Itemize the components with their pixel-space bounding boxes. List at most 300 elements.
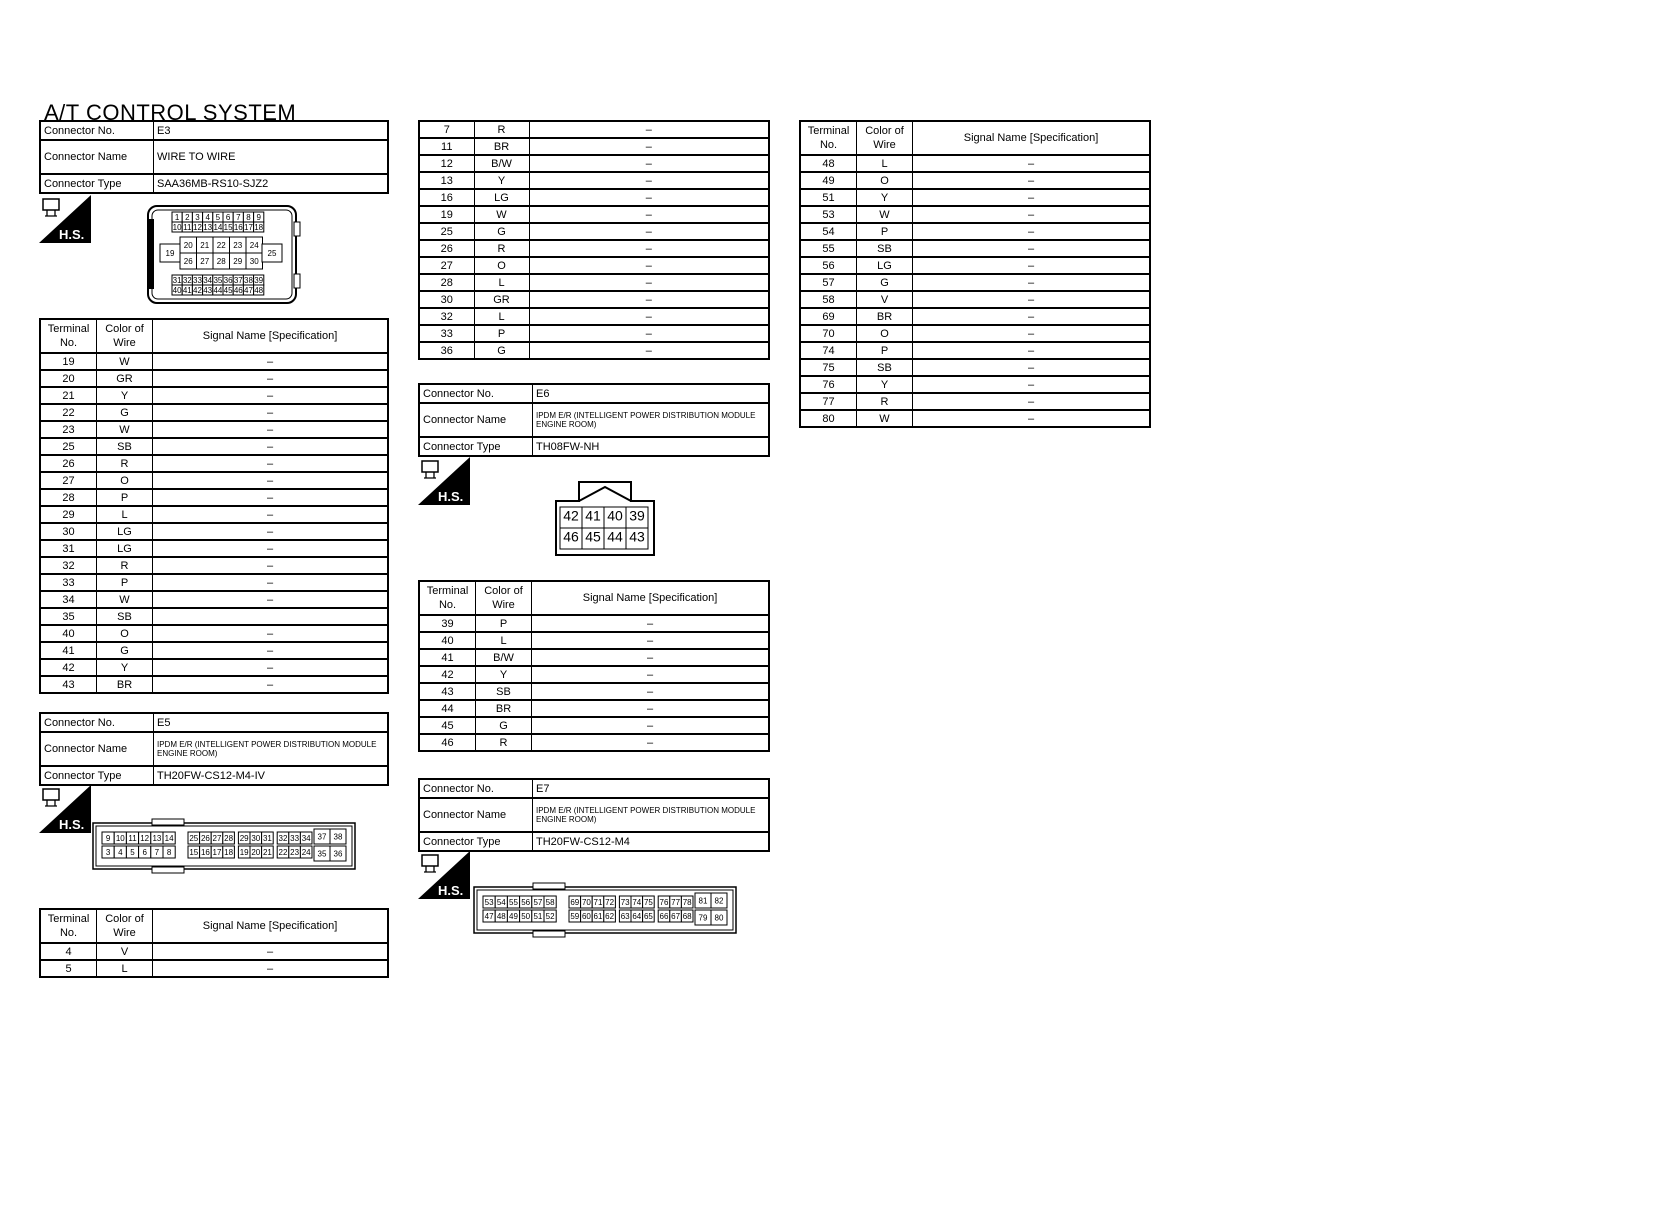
- terminal-no-cell: 45: [419, 717, 476, 734]
- pin-number: 58: [545, 898, 555, 907]
- wire-color-cell: BR: [474, 138, 529, 155]
- table-row: [419, 257, 769, 274]
- pin-number: 9: [105, 834, 111, 843]
- pin-number: 25: [189, 834, 199, 843]
- hs-badge-icon: [39, 195, 91, 243]
- signal-name-cell: –: [153, 591, 389, 608]
- pin-number: 82: [714, 896, 724, 906]
- pin-number: 42: [193, 286, 202, 295]
- pin-number: 59: [570, 912, 580, 921]
- pin-number: 32: [278, 834, 288, 843]
- signal-name-cell: –: [532, 734, 770, 751]
- wire-color-cell: P: [474, 325, 529, 342]
- signal-name-cell: –: [532, 683, 770, 700]
- e6-connector-no: E6: [533, 384, 770, 403]
- label-connector-no: Connector No.: [419, 779, 533, 798]
- pin-number: 37: [233, 276, 243, 285]
- table-row: [40, 506, 388, 523]
- pin-number: 17: [212, 848, 222, 857]
- pin-number: 45: [585, 528, 601, 545]
- table-row: [40, 943, 388, 960]
- wire-color-cell: G: [474, 342, 529, 359]
- table-row: [800, 376, 1150, 393]
- signal-name-cell: –: [153, 506, 389, 523]
- pin-number: 37: [317, 832, 327, 842]
- e3-terminal-table: [39, 318, 389, 694]
- label-connector-name: Connector Name: [419, 403, 533, 437]
- terminal-no-cell: 20: [40, 370, 97, 387]
- table-row: [40, 489, 388, 506]
- col-signal-name: Signal Name [Specification]: [153, 319, 389, 353]
- signal-name-cell: –: [529, 240, 769, 257]
- pin-number: 43: [203, 286, 213, 295]
- table-row: [419, 717, 769, 734]
- wire-color-cell: G: [476, 717, 532, 734]
- pin-number: 50: [521, 912, 531, 921]
- table-row: [419, 240, 769, 257]
- terminal-no-cell: 21: [40, 387, 97, 404]
- e3-connector-type: SAA36MB-RS10-SJZ2: [154, 174, 389, 193]
- table-row: [40, 523, 388, 540]
- terminal-no-cell: 42: [40, 659, 97, 676]
- wire-color-cell: SB: [476, 683, 532, 700]
- table-row: [40, 676, 388, 693]
- table-row: [40, 370, 388, 387]
- table-row: [800, 172, 1150, 189]
- signal-name-cell: –: [913, 172, 1151, 189]
- pin-number: 43: [629, 528, 645, 545]
- wire-color-cell: LG: [474, 189, 529, 206]
- e7-terminal-table: [799, 120, 1151, 428]
- terminal-no-cell: 70: [800, 325, 857, 342]
- signal-name-cell: –: [532, 632, 770, 649]
- terminal-no-cell: 35: [40, 608, 97, 625]
- pin-number: 49: [509, 912, 518, 921]
- signal-name-cell: –: [153, 438, 389, 455]
- pin-number: 31: [262, 834, 272, 843]
- signal-name-cell: –: [913, 257, 1151, 274]
- pin-number: 23: [290, 848, 300, 857]
- wire-color-cell: W: [97, 353, 153, 370]
- table-row: [800, 206, 1150, 223]
- table-row: [800, 393, 1150, 410]
- pin-number: 48: [496, 912, 506, 921]
- pin-number: 40: [607, 507, 623, 524]
- pin-number: 6: [142, 848, 147, 857]
- table-row: [40, 960, 388, 977]
- terminal-no-cell: 29: [40, 506, 97, 523]
- terminal-no-cell: 31: [40, 540, 97, 557]
- table-row: [419, 274, 769, 291]
- table-row: [800, 155, 1150, 172]
- terminal-no-cell: 28: [40, 489, 97, 506]
- signal-name-cell: –: [532, 649, 770, 666]
- terminal-no-cell: 26: [40, 455, 97, 472]
- table-row: [419, 172, 769, 189]
- label-connector-no: Connector No.: [40, 713, 154, 732]
- terminal-no-cell: 53: [800, 206, 857, 223]
- hs-badge-icon: [418, 851, 470, 899]
- wire-color-cell: LG: [857, 257, 913, 274]
- pin-number: 30: [249, 257, 259, 266]
- pin-number: 15: [189, 848, 199, 857]
- pin-number: 75: [643, 898, 653, 907]
- pin-number: 19: [165, 249, 175, 258]
- pin-number: 16: [233, 223, 243, 232]
- e5-connector-face-diagram: [92, 818, 358, 876]
- pin-number: 40: [172, 286, 182, 295]
- terminal-no-cell: 69: [800, 308, 857, 325]
- table-row: [40, 608, 388, 625]
- e7-connector-name: IPDM E/R (INTELLIGENT POWER DISTRIBUTION MODULE ENGINE ROOM): [533, 798, 770, 832]
- wire-color-cell: LG: [97, 523, 153, 540]
- signal-name-cell: –: [529, 121, 769, 138]
- wire-color-cell: W: [857, 410, 913, 427]
- pin-number: 10: [172, 223, 182, 232]
- wire-color-cell: SB: [857, 359, 913, 376]
- pin-number: 68: [682, 912, 692, 921]
- signal-name-cell: –: [529, 291, 769, 308]
- signal-name-cell: –: [529, 274, 769, 291]
- table-row: [419, 291, 769, 308]
- terminal-no-cell: 33: [419, 325, 474, 342]
- wire-color-cell: G: [97, 642, 153, 659]
- svg-text:H.S.: H.S.: [59, 817, 85, 832]
- wire-color-cell: SB: [97, 608, 153, 625]
- e5-connector-no: E5: [154, 713, 389, 732]
- table-row: [40, 659, 388, 676]
- terminal-no-cell: 12: [419, 155, 474, 172]
- pin-number: 22: [278, 848, 288, 857]
- connector-info-e6: [418, 383, 770, 457]
- terminal-no-cell: 19: [419, 206, 474, 223]
- pin-number: 34: [203, 276, 213, 285]
- table-row: [40, 625, 388, 642]
- col-terminal-no: Terminal No.: [419, 581, 476, 615]
- terminal-no-cell: 57: [800, 274, 857, 291]
- terminal-no-cell: 5: [40, 960, 97, 977]
- e5-connector-type: TH20FW-CS12-M4-IV: [154, 766, 389, 785]
- table-row: [40, 472, 388, 489]
- wire-color-cell: L: [474, 308, 529, 325]
- wire-color-cell: L: [97, 506, 153, 523]
- terminal-no-cell: 40: [40, 625, 97, 642]
- table-row: [419, 308, 769, 325]
- pin-number: 30: [251, 834, 261, 843]
- signal-name-cell: –: [153, 540, 389, 557]
- terminal-no-cell: 7: [419, 121, 474, 138]
- signal-name-cell: –: [529, 223, 769, 240]
- terminal-no-cell: 32: [419, 308, 474, 325]
- wire-color-cell: Y: [474, 172, 529, 189]
- table-row: [800, 291, 1150, 308]
- pin-number: 17: [244, 223, 253, 232]
- terminal-no-cell: 19: [40, 353, 97, 370]
- pin-number: 46: [563, 528, 579, 545]
- pin-number: 39: [629, 507, 645, 524]
- wire-color-cell: GR: [474, 291, 529, 308]
- pin-number: 28: [216, 257, 226, 266]
- signal-name-cell: –: [913, 189, 1151, 206]
- table-row: [800, 189, 1150, 206]
- signal-name-cell: –: [532, 615, 770, 632]
- table-row: [419, 121, 769, 138]
- signal-name-cell: –: [153, 642, 389, 659]
- terminal-no-cell: 34: [40, 591, 97, 608]
- table-row: [40, 591, 388, 608]
- label-connector-no: Connector No.: [419, 384, 533, 403]
- signal-name-cell: –: [153, 353, 389, 370]
- table-row: [800, 257, 1150, 274]
- col-color-of-wire: Color of Wire: [97, 319, 153, 353]
- table-row: [800, 240, 1150, 257]
- pin-number: 27: [200, 257, 210, 266]
- signal-name-cell: –: [913, 291, 1151, 308]
- pin-number: 2: [185, 213, 190, 222]
- e3-connector-no: E3: [154, 121, 389, 140]
- svg-text:H.S.: H.S.: [59, 227, 85, 242]
- pin-number: 53: [484, 898, 494, 907]
- wire-color-cell: R: [474, 121, 529, 138]
- terminal-no-cell: 26: [419, 240, 474, 257]
- signal-name-cell: –: [153, 574, 389, 591]
- pin-number: 63: [620, 912, 630, 921]
- terminal-no-cell: 33: [40, 574, 97, 591]
- pin-number: 3: [195, 213, 200, 222]
- terminal-no-cell: 74: [800, 342, 857, 359]
- terminal-no-cell: 41: [40, 642, 97, 659]
- pin-number: 7: [236, 213, 241, 222]
- wire-color-cell: L: [474, 274, 529, 291]
- wire-color-cell: O: [474, 257, 529, 274]
- col-color-of-wire: Color of Wire: [97, 909, 153, 943]
- terminal-no-cell: 75: [800, 359, 857, 376]
- signal-name-cell: –: [529, 257, 769, 274]
- wire-color-cell: W: [857, 206, 913, 223]
- terminal-no-cell: 30: [40, 523, 97, 540]
- label-connector-no: Connector No.: [40, 121, 154, 140]
- wire-color-cell: R: [476, 734, 532, 751]
- terminal-no-cell: 56: [800, 257, 857, 274]
- terminal-no-cell: 58: [800, 291, 857, 308]
- wire-color-cell: R: [857, 393, 913, 410]
- signal-name-cell: –: [913, 240, 1151, 257]
- wire-color-cell: O: [857, 325, 913, 342]
- pin-number: 22: [216, 241, 226, 250]
- pin-number: 11: [128, 834, 137, 843]
- signal-name-cell: –: [529, 155, 769, 172]
- signal-name-cell: [153, 608, 389, 625]
- wire-color-cell: L: [476, 632, 532, 649]
- wire-color-cell: BR: [476, 700, 532, 717]
- signal-name-cell: –: [532, 717, 770, 734]
- signal-name-cell: –: [153, 472, 389, 489]
- wire-color-cell: P: [97, 489, 153, 506]
- pin-number: 56: [521, 898, 531, 907]
- table-row: [419, 206, 769, 223]
- signal-name-cell: –: [913, 274, 1151, 291]
- table-row: [800, 223, 1150, 240]
- signal-name-cell: –: [153, 455, 389, 472]
- signal-name-cell: –: [913, 223, 1151, 240]
- signal-name-cell: –: [529, 138, 769, 155]
- label-connector-type: Connector Type: [419, 832, 533, 851]
- e7-connector-type: TH20FW-CS12-M4: [533, 832, 770, 851]
- e5-terminal-table-continued: [418, 120, 770, 360]
- pin-number: 36: [333, 849, 343, 859]
- table-row: [40, 574, 388, 591]
- col-color-of-wire: Color of Wire: [476, 581, 532, 615]
- col-terminal-no: Terminal No.: [40, 319, 97, 353]
- terminal-no-cell: 30: [419, 291, 474, 308]
- pin-number: 57: [533, 898, 543, 907]
- pin-number: 45: [223, 286, 233, 295]
- pin-number: 44: [607, 528, 623, 545]
- terminal-no-cell: 44: [419, 700, 476, 717]
- pin-number: 24: [249, 241, 259, 250]
- pin-number: 8: [166, 848, 172, 857]
- hs-badge-icon: [39, 785, 91, 833]
- pin-number: 71: [593, 898, 603, 907]
- wire-color-cell: BR: [97, 676, 153, 693]
- terminal-no-cell: 25: [40, 438, 97, 455]
- pin-number: 41: [182, 286, 192, 295]
- signal-name-cell: –: [153, 370, 389, 387]
- table-row: [800, 342, 1150, 359]
- wire-color-cell: O: [857, 172, 913, 189]
- col-signal-name: Signal Name [Specification]: [532, 581, 770, 615]
- signal-name-cell: –: [529, 342, 769, 359]
- wire-color-cell: Y: [476, 666, 532, 683]
- table-row: [40, 404, 388, 421]
- pin-number: 1: [174, 213, 180, 222]
- pin-number: 16: [200, 848, 210, 857]
- wire-color-cell: L: [97, 960, 153, 977]
- e5-terminal-table: [39, 908, 389, 978]
- pin-number: 21: [262, 848, 272, 857]
- wire-color-cell: P: [476, 615, 532, 632]
- signal-name-cell: –: [532, 666, 770, 683]
- pin-number: 28: [224, 834, 234, 843]
- pin-number: 72: [605, 898, 615, 907]
- svg-text:H.S.: H.S.: [438, 489, 464, 504]
- wire-color-cell: R: [97, 557, 153, 574]
- terminal-no-cell: 32: [40, 557, 97, 574]
- table-row: [800, 410, 1150, 427]
- terminal-no-cell: 36: [419, 342, 474, 359]
- signal-name-cell: –: [529, 172, 769, 189]
- col-terminal-no: Terminal No.: [800, 121, 857, 155]
- wire-color-cell: Y: [857, 376, 913, 393]
- wire-color-cell: V: [97, 943, 153, 960]
- pin-number: 38: [244, 276, 253, 285]
- wire-color-cell: L: [857, 155, 913, 172]
- terminal-no-cell: 28: [419, 274, 474, 291]
- table-row: [40, 387, 388, 404]
- terminal-no-cell: 23: [40, 421, 97, 438]
- table-row: [419, 666, 769, 683]
- wire-color-cell: P: [97, 574, 153, 591]
- wire-color-cell: SB: [857, 240, 913, 257]
- signal-name-cell: –: [529, 206, 769, 223]
- col-signal-name: Signal Name [Specification]: [913, 121, 1151, 155]
- wire-color-cell: R: [474, 240, 529, 257]
- wire-color-cell: LG: [97, 540, 153, 557]
- table-row: [419, 649, 769, 666]
- pin-number: 14: [164, 834, 174, 843]
- signal-name-cell: –: [913, 325, 1151, 342]
- pin-number: 34: [301, 834, 311, 843]
- wire-color-cell: W: [97, 591, 153, 608]
- pin-number: 52: [545, 912, 555, 921]
- pin-number: 44: [213, 286, 223, 295]
- table-row: [800, 308, 1150, 325]
- pin-number: 20: [251, 848, 261, 857]
- wire-color-cell: G: [474, 223, 529, 240]
- pin-number: 6: [225, 213, 231, 222]
- pin-number: 60: [581, 912, 591, 921]
- pin-number: 36: [223, 276, 233, 285]
- wire-color-cell: BR: [857, 308, 913, 325]
- terminal-no-cell: 76: [800, 376, 857, 393]
- signal-name-cell: –: [153, 625, 389, 642]
- pin-number: 20: [183, 241, 193, 250]
- wire-color-cell: B/W: [476, 649, 532, 666]
- pin-number: 79: [698, 913, 708, 923]
- signal-name-cell: –: [153, 960, 389, 977]
- terminal-no-cell: 43: [419, 683, 476, 700]
- pin-number: 4: [205, 213, 210, 222]
- terminal-no-cell: 77: [800, 393, 857, 410]
- wire-color-cell: G: [857, 274, 913, 291]
- pin-number: 33: [193, 276, 202, 285]
- signal-name-cell: –: [913, 206, 1151, 223]
- table-row: [40, 455, 388, 472]
- e6-connector-face-diagram: [555, 481, 657, 557]
- pin-number: 4: [118, 848, 123, 857]
- table-row: [40, 540, 388, 557]
- label-connector-name: Connector Name: [40, 732, 154, 766]
- table-row: [800, 325, 1150, 342]
- signal-name-cell: –: [153, 659, 389, 676]
- terminal-no-cell: 22: [40, 404, 97, 421]
- label-connector-name: Connector Name: [40, 140, 154, 174]
- table-row: [419, 700, 769, 717]
- table-row: [800, 359, 1150, 376]
- signal-name-cell: –: [913, 155, 1151, 172]
- signal-name-cell: –: [913, 376, 1151, 393]
- pin-number: 24: [301, 848, 311, 857]
- pin-number: 27: [212, 834, 222, 843]
- wire-color-cell: O: [97, 625, 153, 642]
- pin-number: 78: [682, 898, 692, 907]
- pin-number: 33: [290, 834, 300, 843]
- terminal-no-cell: 54: [800, 223, 857, 240]
- pin-number: 42: [563, 507, 579, 524]
- signal-name-cell: –: [913, 342, 1151, 359]
- wire-color-cell: SB: [97, 438, 153, 455]
- terminal-no-cell: 13: [419, 172, 474, 189]
- pin-number: 9: [256, 213, 261, 222]
- table-row: [419, 632, 769, 649]
- label-connector-type: Connector Type: [40, 766, 154, 785]
- e6-connector-name: IPDM E/R (INTELLIGENT POWER DISTRIBUTION MODULE ENGINE ROOM): [533, 403, 770, 437]
- wire-color-cell: P: [857, 223, 913, 240]
- pin-number: 64: [632, 912, 642, 921]
- pin-number: 8: [246, 213, 251, 222]
- label-connector-name: Connector Name: [419, 798, 533, 832]
- wire-color-cell: G: [97, 404, 153, 421]
